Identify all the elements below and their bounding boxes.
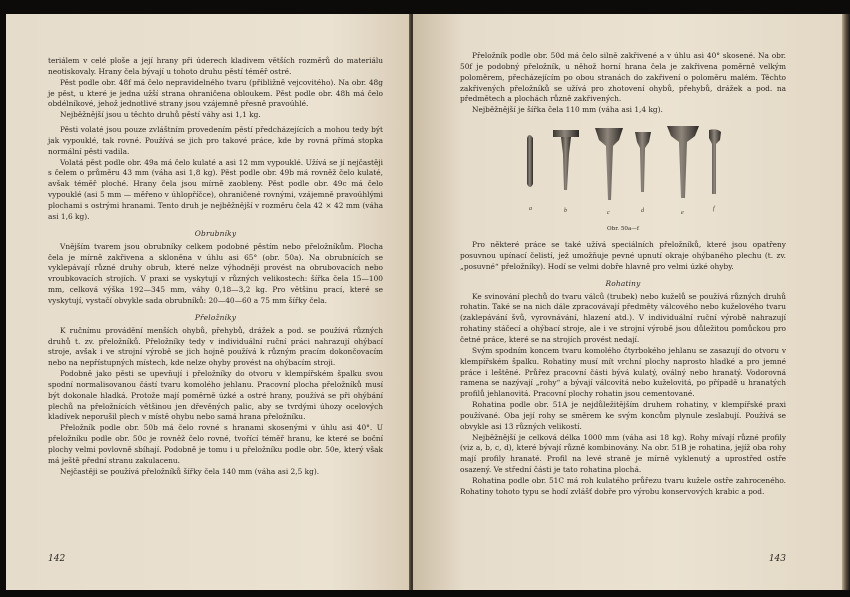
tool-c-image (595, 128, 623, 200)
figure-caption: Obr. 50a—f (607, 226, 639, 233)
left-paragraph-3: Nejběžnější jsou u těchto druhů pěstí váhy asi 1,1 kg. (60, 110, 261, 120)
figure-50-tools (523, 124, 723, 234)
tools-illustration (523, 124, 723, 228)
left-paragraph-10: Nejčastěji se používá přeložníků šířky čela 140 mm (váha asi 2,5 kg). (60, 466, 320, 476)
tool-b-image (553, 130, 579, 190)
right-paragraph-4: Ke svinování plechů do tvaru válců (trubek) nebo kuželů se používá různých druhů rohatin. Také se na nich dále zpracovávají předměty válcového nebo kuželového tvaru (zaklepávání švů, vyrovnávání, hlazení atd.). V individuální ruční výrobě nahrazují rohatiny stáčecí a ohýbací stroje, ale i ve strojní výrobě jsou důležitou pomůckou pro četné práce, které se na strojích provést nedají. (460, 291, 786, 344)
right-paragraph-5: Svým spodním koncem tvaru komolého čtyrbokého jehlanu se zasazují do otvoru v klempířském špalku. Rohatiny musí mít vrchní plochy naprosto hladké a pro jemné práce i leštěné. Průřez pracovní části bývá kulatý, oválný nebo hranatý. Vodorovná ramena se nazývají „rohy“ a bývají válcovitá nebo kuželovitá, po případě u hranatých profilů jehlanovitá. Pracovní plochy rohatin jsou cementované. (460, 345, 786, 399)
tool-f-image (709, 129, 721, 194)
figure-letter-b: b (564, 208, 567, 215)
section-heading-obrubniky: Obrubníky (194, 228, 237, 238)
figure-letter-e: e (681, 210, 684, 217)
left-page (6, 14, 411, 590)
figure-letter-f: f (713, 206, 715, 213)
left-paragraph-8: Podobně jako pěsti se upevňují i přeložníky do otvoru v klempířském špalku svou spodní normalisovanou částí tvaru komolého jehlanu. Pracovní plocha přeložníků musí být dokonale hladká. Protože mají poměrně úzké a ostré hrany, používá se při ohýbání plechů na přeložnících většinou jen dřevěných palic, aby se tvrdými úhozy ocelových kladívek neporušil plech v místě ohybu nebo samá hrana přeložníku. (48, 369, 383, 422)
figure-letter-c: c (607, 210, 610, 217)
left-paragraph-2: Pěst podle obr. 48f má čelo nepravidelného tvaru (přibližně vejcovitého). Na obr. 48g je pěst, u které je jedna užší strana ohraničena obloukem. Pěst podle obr. 48h má čelo obdélníkové, jehož jednotlivé strany jsou vzájemně přesně pravoúhlé. (48, 77, 383, 109)
figure-letter-d: d (641, 208, 644, 215)
book-edge (842, 14, 850, 590)
page-number-right: 143 (768, 554, 786, 564)
left-paragraph-5: Volatá pěst podle obr. 49a má čelo kulaté a asi 12 mm vypouklé. Užívá se jí nejčastěji s čelem o průměru 43 mm (váha asi 1,8 kg). Pěst podle obr. 49b má rovněž čelo kulaté, avšak téměř ploché. Hrany čela jsou mírně zaobleny. Pěst podle obr. 49c má čelo vypouklé (asi 5 mm — měřeno v úhlopříčce), ohraničené rovnými, vzájemně pravoúhlými plochami s ostrými hranami. Tento druh je nejběžnější v rozměru čela 42 × 42 mm (váha asi 1,6 kg). (48, 157, 383, 221)
right-paragraph-1: Přeložník podle obr. 50d má čelo silně zakřivené a v úhlu asi 40° skosené. Na obr. 50f je podobný přeložník, u něhož horní hrana čela je zakřivena poměrně velkým poloměrem, přecházejícím po obou stranách do zakřivení o poloměru malém. Těchto zakřivených přeložníků se užívá pro zhotovení ohybů, přehybů, drážek a pod. na předmětech a plochách různě zakřivených. (460, 51, 786, 104)
left-paragraph-9: Přeložník podle obr. 50b má čelo rovné s hranami skosenými v úhlu asi 40°. U přeložníku podle obr. 50c je rovněž čelo rovné, tvořící téměř hranu, ke které se boční plochy velmi povlovně sbíhají. Podobně je tomu i u přeložníku podle obr. 50e, který však má ještě přední stranu zakulacenu. (48, 423, 383, 465)
tool-d-image (635, 132, 651, 192)
page-number-left: 142 (48, 554, 66, 564)
right-paragraph-2: Nejběžnější je šířka čela 110 mm (váha asi 1,4 kg). (472, 105, 663, 115)
left-paragraph-4: Pěsti volaté jsou pouze zvláštním provedením pěstí předcházejících a mohou tedy být jak vypouklé, tak rovné. Používá se jich pro takové práce, kde by rovná přímá stopka normální pěsti vadila. (48, 125, 383, 156)
right-paragraph-7: Nejběžnější je celková délka 1000 mm (váha asi 18 kg). Rohy mívají různé profily (viz a, b, c, d), které bývají různě kombinovány. Na obr. 51B je rohatina, jejíž oba rohy mají profily hranaté. Profil na levé straně je mírně vyklenutý a uprostřed ostře osazený. Ve střední části je tato rohatina plochá. (460, 432, 786, 475)
left-paragraph-7: K ručnímu provádění menších ohybů, přehybů, drážek a pod. se používá různých druhů t. zv. přeložníků. Přeložníky tedy v individuální ruční práci nahrazují ohýbací stroje, avšak i ve strojní výrobě se jich hojně používá k různým pracím dokončovacím nebo na nepřístupných místech, kde nelze ohyby provést na ohýbacím stroji. (48, 325, 383, 368)
tool-e-image (667, 126, 699, 198)
right-paragraph-8: Rohatina podle obr. 51C má roh kulatého průřezu tvaru kužele ostře zahroceného. Rohatiny tohoto typu se hodí zvlášť dobře pro výrobu konservových krabic a pod. (460, 475, 786, 496)
tool-a-image (527, 135, 533, 187)
section-heading-rohatiny: Rohatiny (605, 278, 641, 288)
right-paragraph-6: Rohatina podle obr. 51A je nejdůležitějším druhem rohatiny, v klempířské praxi používané. Oba její rohy se směrem ke svým koncům plynule zeslabují. Používá se obvykle asi 13 různých velikostí. (460, 400, 786, 431)
section-heading-prelozniky: Přeložníky (194, 312, 237, 322)
right-page (413, 14, 842, 590)
figure-letter-a: a (529, 206, 532, 213)
left-paragraph-6: Vnějším tvarem jsou obrubníky celkem podobné pěstím nebo přeložníkům. Plocha čela je mírně zakřivena a skloněna v úhlu asi 65° (obr. 50a). Na obrubnících se vyklepávají různé druhy obrub, které nelze výhodněji provést na obrubovacích nebo vroubkovacích strojích. V praxi se vyskytují v různých velikostech: šířka čela 15—100 mm, celková výška 192—345 mm, váhy 0,18—3,2 kg. Pro většinu prací, které se vyskytují, vystačí obvykle sada obrubníků: 20—40—60 a 75 mm šířky čela. (48, 241, 383, 305)
left-paragraph-1: teriálem v celé ploše a její hrany při úderech kladivem větších rozměrů do materiálu neotiskovaly. Hrany čela bývají u tohoto druhu pěstí téměř ostré. (48, 56, 383, 76)
right-paragraph-3: Pro některé práce se také užívá speciálních přeložníků, které jsou opatřeny posuvnou upínací čelistí, jež umožňuje pevné upnutí okraje ohýbaného plechu (t. zv. „posuvné“ přeložníky). Hodí se velmi dobře hlavně pro velmi úzké ohyby. (460, 240, 786, 271)
